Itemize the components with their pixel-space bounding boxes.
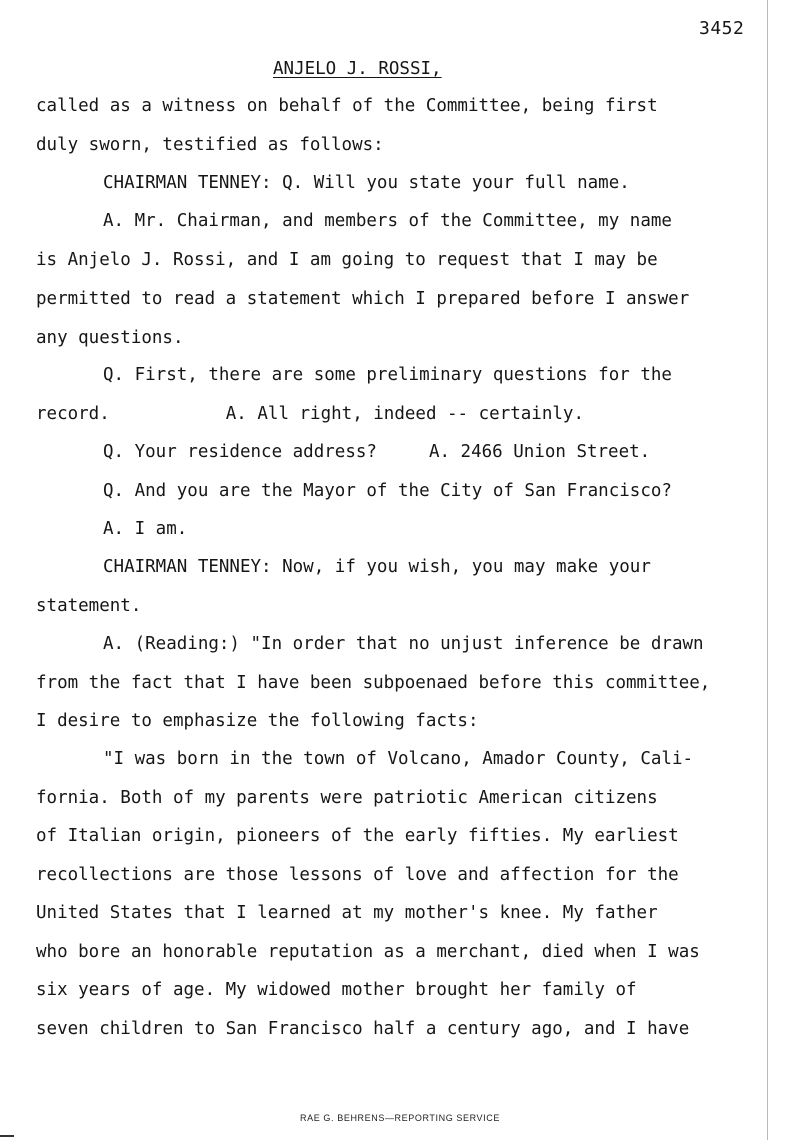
transcript-line-answer: A. 2466 Union Street. bbox=[428, 442, 651, 462]
transcript-line bbox=[36, 403, 584, 425]
transcript-line-answer: A. All right, indeed -- certainly. bbox=[225, 404, 584, 424]
transcript-line: recollections are those lessons of love and affection for the bbox=[36, 865, 679, 885]
transcript-line: any questions. bbox=[36, 328, 184, 348]
transcript-line: seven children to San Francisco half a century ago, and I have bbox=[36, 1019, 690, 1039]
witness-heading: ANJELO J. ROSSI, bbox=[273, 59, 442, 79]
transcript-line: CHAIRMAN TENNEY: Q. Will you state your full name. bbox=[103, 173, 630, 193]
right-margin-rule bbox=[767, 0, 768, 1140]
transcript-line: duly sworn, testified as follows: bbox=[36, 135, 384, 155]
transcript-line bbox=[103, 441, 650, 463]
transcript-line: from the fact that I have been subpoenaed before this committee, bbox=[36, 673, 711, 693]
transcript-line: six years of age. My widowed mother brought her family of bbox=[36, 980, 637, 1000]
transcript-line: "I was born in the town of Volcano, Amador County, Cali- bbox=[103, 749, 694, 769]
transcript-line: United States that I learned at my mother's knee. My father bbox=[36, 903, 658, 923]
transcript-line: CHAIRMAN TENNEY: Now, if you wish, you may make your bbox=[103, 557, 651, 577]
corner-mark bbox=[0, 1135, 14, 1137]
transcript-line: permitted to read a statement which I prepared before I answer bbox=[36, 289, 690, 309]
transcript-line: statement. bbox=[36, 596, 142, 616]
transcript-line: called as a witness on behalf of the Committee, being first bbox=[36, 96, 658, 116]
page-number: 3452 bbox=[699, 18, 745, 39]
transcript-line: who bore an honorable reputation as a merchant, died when I was bbox=[36, 942, 700, 962]
transcript-line: A. Mr. Chairman, and members of the Committee, my name bbox=[103, 211, 672, 231]
transcript-line-question: Q. Your residence address? bbox=[103, 442, 377, 462]
transcript-line: of Italian origin, pioneers of the early fifties. My earliest bbox=[36, 826, 679, 846]
transcript-line: I desire to emphasize the following facts: bbox=[36, 711, 479, 731]
reporting-service-footer: RAE G. BEHRENS—REPORTING SERVICE bbox=[300, 1113, 500, 1123]
transcript-line: Q. And you are the Mayor of the City of San Francisco? bbox=[103, 481, 672, 501]
transcript-line: fornia. Both of my parents were patriotic American citizens bbox=[36, 788, 658, 808]
transcript-line: A. (Reading:) "In order that no unjust inference be drawn bbox=[103, 634, 704, 654]
transcript-line: is Anjelo J. Rossi, and I am going to request that I may be bbox=[36, 250, 658, 270]
transcript-line: A. I am. bbox=[103, 519, 188, 539]
transcript-line-start: record. bbox=[36, 404, 110, 424]
transcript-line: Q. First, there are some preliminary questions for the bbox=[103, 365, 672, 385]
